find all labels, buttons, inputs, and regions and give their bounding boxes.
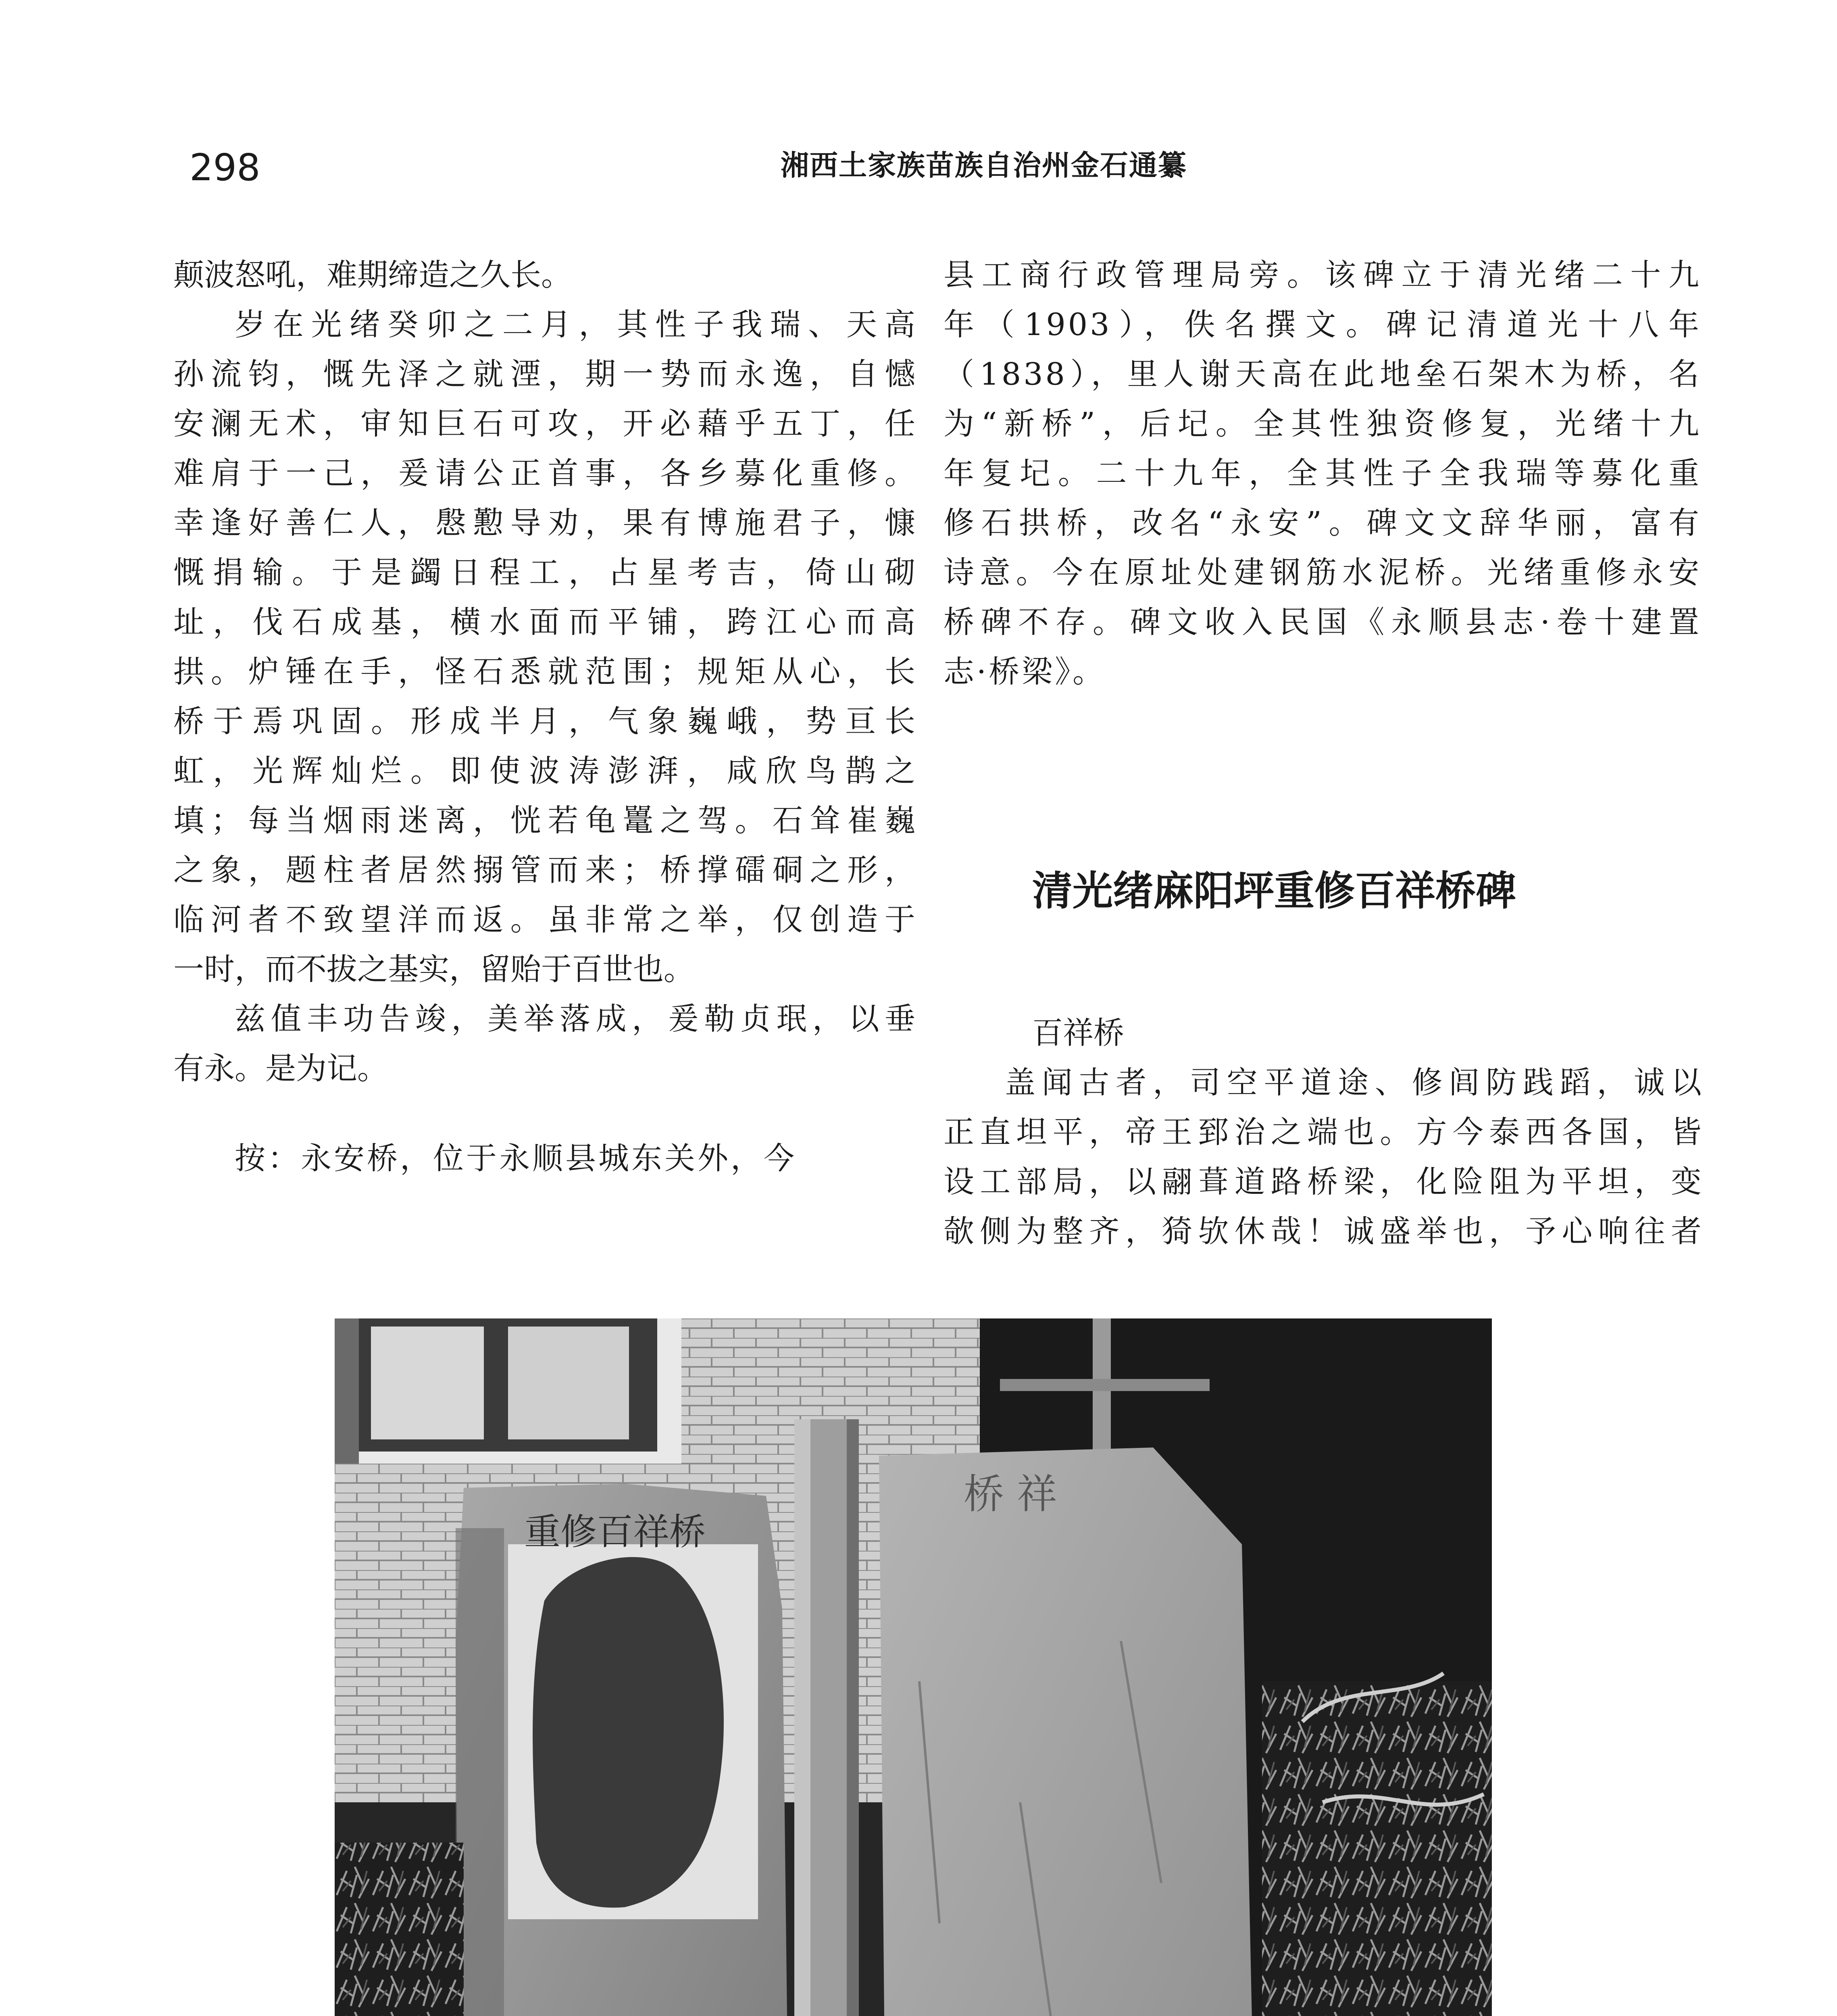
stele-left-inscription: 重修百祥桥 xyxy=(524,1511,706,1553)
section-title: 清光绪麻阳坪重修百祥桥碑 xyxy=(1032,867,1516,914)
text-line: 正直坦平，帝王郅治之端也。方今泰西各国，皆 xyxy=(943,1114,1702,1150)
text-line: 填；每当烟雨迷离，恍若龟鼍之驾。石耸崔巍 xyxy=(173,802,915,838)
text-line: 幸逢好善仁人，慇懃导劝，果有博施君子，慷 xyxy=(173,505,915,541)
text-line: 址，伐石成基，横水面而平铺，跨江心而高 xyxy=(173,604,915,640)
text-line: 为“新桥”，后圮。全其性独资修复，光绪十九 xyxy=(943,406,1702,442)
text-line: 有永。是为记。 xyxy=(173,1050,388,1086)
text-line: （1838），里人谢天高在此地垒石架木为桥，名 xyxy=(943,356,1702,392)
text-line: 县工商行政管理局旁。该碑立于清光绪二十九 xyxy=(943,257,1702,293)
text-line: 盖闻古者，司空平道途、修闾防践蹈，诚以 xyxy=(1005,1064,1702,1100)
page-number: 298 xyxy=(190,146,260,189)
annotation-note: 按：永安桥，位于永顺县城东关外，今 xyxy=(235,1140,797,1176)
text-line: 岁在光绪癸卯之二月，其性子我瑞、天高 xyxy=(235,306,915,342)
left-column xyxy=(173,250,915,1183)
text-line: 临河者不致望洋而返。虽非常之举，仅创造于 xyxy=(173,902,915,937)
stele-photograph xyxy=(335,1318,1492,2016)
text-line: 桥碑不存。碑文收入民国《永顺县志·卷十建置 xyxy=(943,604,1702,640)
text-line: 兹值丰功告竣，美举落成，爰勒贞珉，以垂 xyxy=(235,1001,915,1037)
text-line: 诗意。今在原址处建钢筋水泥桥。光绪重修永安 xyxy=(943,554,1702,590)
text-line: 修石拱桥，改名“永安”。碑文文辞华丽，富有 xyxy=(943,505,1702,541)
text-line: 年复圮。二十九年，全其性子全我瑞等募化重 xyxy=(943,455,1702,491)
text-line: 一时，而不拔之基实，留贻于百世也。 xyxy=(173,951,694,987)
text-line: 志·桥梁》。 xyxy=(943,654,1106,689)
text-line: 虹，光辉灿烂。即使波涛澎湃，咸欣鸟鹊之 xyxy=(173,753,915,789)
stele-right-inscription: 桥 祥 xyxy=(964,1470,1057,1518)
text-line: 孙流钧，慨先泽之就湮，期一势而永逸，自憾 xyxy=(173,356,915,392)
text-line: 设工部局，以翮葺道路桥梁，化险阻为平坦，变 xyxy=(943,1164,1702,1200)
section-body xyxy=(943,1058,1702,1256)
text-line: 难肩于一己，爰请公正首事，各乡募化重修。 xyxy=(173,455,915,491)
section-subhead: 百祥桥 xyxy=(1032,1015,1124,1051)
text-line: 安澜无术，审知巨石可攻，开必藉乎五丁，任 xyxy=(173,406,915,442)
running-header-title: 湘西土家族苗族自治州金石通纂 xyxy=(781,149,1187,182)
text-line: 颠波怒吼，难期缔造之久长。 xyxy=(173,257,572,293)
text-line: 欹侧为整齐，猗欤休哉！诚盛举也，予心响往者 xyxy=(943,1213,1702,1249)
text-line: 慨捐输。于是蠲日程工，占星考吉，倚山砌 xyxy=(173,554,915,590)
right-column xyxy=(943,250,1702,696)
text-line: 年（1903），佚名撰文。碑记清道光十八年 xyxy=(943,306,1702,342)
text-line: 之象，题柱者居然搦管而来；桥撑礌硐之形， xyxy=(173,852,915,888)
text-line: 拱。炉锤在手，怪石悉就范围；规矩从心，长 xyxy=(173,654,915,689)
text-line: 桥于焉巩固。形成半月，气象巍峨，势亘长 xyxy=(173,703,915,739)
